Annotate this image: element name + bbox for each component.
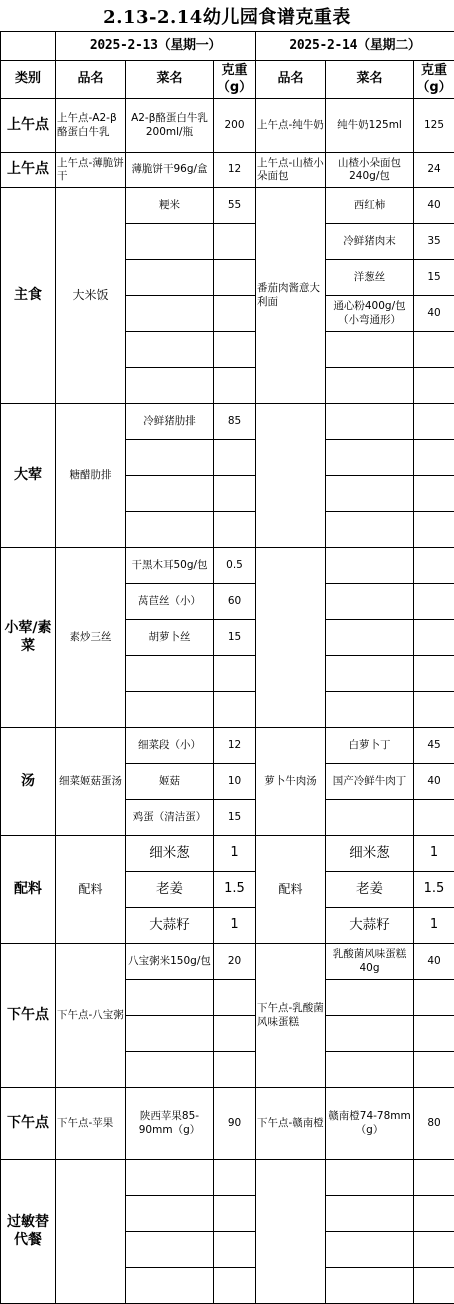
weight-cell xyxy=(214,1052,256,1088)
dish-cell xyxy=(256,1160,326,1304)
weight-cell: 125 xyxy=(414,99,454,153)
weight-cell xyxy=(214,296,256,332)
dish-cell: 下午点-苹果 xyxy=(56,1088,126,1160)
ingredient-cell: 纯牛奶125ml xyxy=(326,99,414,153)
weight-cell xyxy=(414,980,454,1016)
header-weight-day1: 克重（g） xyxy=(214,61,256,99)
ingredient-cell: 八宝粥米150g/包 xyxy=(126,944,214,980)
header-dish-day2: 品名 xyxy=(256,61,326,99)
ingredient-cell: 赣南橙74-78mm（g） xyxy=(326,1088,414,1160)
ingredient-cell: 国产冷鲜牛肉丁 xyxy=(326,764,414,800)
weight-cell: 40 xyxy=(414,944,454,980)
category-cell: 过敏替代餐 xyxy=(1,1160,56,1304)
weight-cell xyxy=(414,1232,454,1268)
dish-cell: 上午点-纯牛奶 xyxy=(256,99,326,153)
weight-cell: 35 xyxy=(414,224,454,260)
weight-cell xyxy=(214,656,256,692)
ingredient-cell: 冷鲜猪肉末 xyxy=(326,224,414,260)
weight-cell: 15 xyxy=(414,260,454,296)
ingredient-cell xyxy=(126,296,214,332)
ingredient-cell xyxy=(126,1160,214,1196)
ingredient-cell xyxy=(126,512,214,548)
dish-cell xyxy=(56,1160,126,1304)
weight-cell xyxy=(414,404,454,440)
weight-cell xyxy=(214,512,256,548)
dish-cell: 番茄肉酱意大利面 xyxy=(256,188,326,404)
ingredient-cell xyxy=(326,1196,414,1232)
dish-cell xyxy=(256,548,326,728)
weight-cell xyxy=(414,656,454,692)
weight-cell: 0.5 xyxy=(214,548,256,584)
weight-cell: 1 xyxy=(214,836,256,872)
table-row xyxy=(1,404,454,440)
table-row xyxy=(1,99,454,153)
weight-cell xyxy=(214,260,256,296)
ingredient-cell xyxy=(326,404,414,440)
ingredient-cell: 细米葱 xyxy=(326,836,414,872)
ingredient-cell: 老姜 xyxy=(126,872,214,908)
ingredient-cell xyxy=(126,1052,214,1088)
header-row xyxy=(1,61,454,99)
dish-cell: 配料 xyxy=(56,836,126,944)
ingredient-cell: 西红柿 xyxy=(326,188,414,224)
header-weight-day2: 克重（g） xyxy=(414,61,454,99)
dish-cell: 糖醋肋排 xyxy=(56,404,126,548)
ingredient-cell xyxy=(326,1268,414,1304)
ingredient-cell: 通心粉400g/包（小弯通形） xyxy=(326,296,414,332)
ingredient-cell: 薄脆饼干96g/盒 xyxy=(126,153,214,188)
category-cell: 上午点 xyxy=(1,99,56,153)
dish-cell: 素炒三丝 xyxy=(56,548,126,728)
table-row xyxy=(1,728,454,764)
dish-cell: 上午点-A2-β酪蛋白牛乳 xyxy=(56,99,126,153)
recipe-table xyxy=(0,31,454,1304)
ingredient-cell: 细米葱 xyxy=(126,836,214,872)
ingredient-cell xyxy=(326,620,414,656)
weight-cell: 1 xyxy=(414,908,454,944)
weight-cell xyxy=(214,1160,256,1196)
category-cell: 上午点 xyxy=(1,153,56,188)
ingredient-cell: 莴苣丝（小） xyxy=(126,584,214,620)
table-row xyxy=(1,548,454,584)
table-row xyxy=(1,944,454,980)
dish-cell: 上午点-薄脆饼干 xyxy=(56,153,126,188)
ingredient-cell xyxy=(326,440,414,476)
weight-cell xyxy=(414,692,454,728)
weight-cell xyxy=(414,476,454,512)
weight-cell xyxy=(414,1160,454,1196)
weight-cell xyxy=(414,1016,454,1052)
header-category: 类别 xyxy=(1,61,56,99)
weight-cell: 12 xyxy=(214,728,256,764)
weight-cell: 12 xyxy=(214,153,256,188)
ingredient-cell xyxy=(326,332,414,368)
ingredient-cell: 大蒜籽 xyxy=(126,908,214,944)
ingredient-cell: 干黑木耳50g/包 xyxy=(126,548,214,584)
weight-cell xyxy=(214,1268,256,1304)
category-cell: 下午点 xyxy=(1,944,56,1088)
weight-cell: 15 xyxy=(214,620,256,656)
ingredient-cell xyxy=(326,1052,414,1088)
day1-date: 2025-2-13（星期一） xyxy=(56,32,256,61)
dish-cell: 下午点-赣南橙 xyxy=(256,1088,326,1160)
weight-cell: 15 xyxy=(214,800,256,836)
weight-cell: 40 xyxy=(414,764,454,800)
table-row xyxy=(1,1160,454,1196)
table-row xyxy=(1,836,454,872)
weight-cell: 24 xyxy=(414,153,454,188)
weight-cell: 20 xyxy=(214,944,256,980)
dish-cell: 配料 xyxy=(256,836,326,944)
weight-cell xyxy=(414,548,454,584)
weight-cell xyxy=(414,1052,454,1088)
table-row xyxy=(1,153,454,188)
weight-cell xyxy=(414,332,454,368)
ingredient-cell xyxy=(126,1196,214,1232)
header-ingredient-day1: 菜名 xyxy=(126,61,214,99)
dish-cell: 下午点-八宝粥 xyxy=(56,944,126,1088)
ingredient-cell xyxy=(326,656,414,692)
ingredient-cell xyxy=(326,1232,414,1268)
ingredient-cell xyxy=(126,1268,214,1304)
category-cell: 下午点 xyxy=(1,1088,56,1160)
category-cell: 配料 xyxy=(1,836,56,944)
ingredient-cell xyxy=(326,368,414,404)
weight-cell: 1.5 xyxy=(214,872,256,908)
ingredient-cell: 老姜 xyxy=(326,872,414,908)
header-ingredient-day2: 菜名 xyxy=(326,61,414,99)
weight-cell xyxy=(214,332,256,368)
weight-cell: 1.5 xyxy=(414,872,454,908)
weight-cell: 1 xyxy=(414,836,454,872)
ingredient-cell xyxy=(126,224,214,260)
weight-cell xyxy=(414,1196,454,1232)
ingredient-cell xyxy=(326,512,414,548)
dish-cell: 上午点-山楂小朵面包 xyxy=(256,153,326,188)
date-row xyxy=(1,32,454,61)
ingredient-cell xyxy=(126,332,214,368)
dish-cell: 萝卜牛肉汤 xyxy=(256,728,326,836)
weight-cell xyxy=(214,440,256,476)
weight-cell xyxy=(214,1196,256,1232)
weight-cell xyxy=(214,1232,256,1268)
ingredient-cell: 粳米 xyxy=(126,188,214,224)
ingredient-cell: 鸡蛋（清洁蛋） xyxy=(126,800,214,836)
weight-cell xyxy=(214,980,256,1016)
weight-cell xyxy=(214,224,256,260)
weight-cell: 90 xyxy=(214,1088,256,1160)
weight-cell xyxy=(214,476,256,512)
ingredient-cell xyxy=(326,1016,414,1052)
dish-cell: 下午点-乳酸菌风味蛋糕 xyxy=(256,944,326,1088)
weight-cell xyxy=(414,800,454,836)
weight-cell: 1 xyxy=(214,908,256,944)
ingredient-cell: 山楂小朵面包240g/包 xyxy=(326,153,414,188)
weight-cell xyxy=(414,440,454,476)
ingredient-cell xyxy=(126,1016,214,1052)
page-title: 2.13-2.14幼儿园食谱克重表 xyxy=(103,6,351,28)
weight-cell: 80 xyxy=(414,1088,454,1160)
ingredient-cell xyxy=(126,260,214,296)
weight-cell xyxy=(214,1016,256,1052)
ingredient-cell: 白萝卜丁 xyxy=(326,728,414,764)
weight-cell: 40 xyxy=(414,188,454,224)
weight-cell: 200 xyxy=(214,99,256,153)
ingredient-cell: 冷鲜猪肋排 xyxy=(126,404,214,440)
weight-cell: 40 xyxy=(414,296,454,332)
category-cell: 汤 xyxy=(1,728,56,836)
category-cell: 大荤 xyxy=(1,404,56,548)
ingredient-cell xyxy=(126,980,214,1016)
ingredient-cell xyxy=(326,476,414,512)
weight-cell xyxy=(414,584,454,620)
ingredient-cell xyxy=(126,440,214,476)
ingredient-cell xyxy=(126,476,214,512)
dish-cell xyxy=(256,404,326,548)
ingredient-cell xyxy=(126,1232,214,1268)
ingredient-cell: 细菜段（小） xyxy=(126,728,214,764)
weight-cell xyxy=(414,620,454,656)
ingredient-cell xyxy=(326,584,414,620)
ingredient-cell xyxy=(126,368,214,404)
dish-cell: 大米饭 xyxy=(56,188,126,404)
weight-cell xyxy=(414,512,454,548)
header-dish-day1: 品名 xyxy=(56,61,126,99)
ingredient-cell: A2-β酪蛋白牛乳200ml/瓶 xyxy=(126,99,214,153)
table-row xyxy=(1,1088,454,1160)
ingredient-cell: 大蒜籽 xyxy=(326,908,414,944)
ingredient-cell xyxy=(326,800,414,836)
ingredient-cell: 胡萝卜丝 xyxy=(126,620,214,656)
weight-cell xyxy=(214,368,256,404)
ingredient-cell xyxy=(326,1160,414,1196)
ingredient-cell xyxy=(326,980,414,1016)
ingredient-cell xyxy=(126,656,214,692)
weight-cell xyxy=(214,692,256,728)
ingredient-cell: 洋葱丝 xyxy=(326,260,414,296)
dish-cell: 细菜姬菇蛋汤 xyxy=(56,728,126,836)
ingredient-cell: 陕西苹果85-90mm（g） xyxy=(126,1088,214,1160)
weight-cell: 45 xyxy=(414,728,454,764)
category-cell: 主食 xyxy=(1,188,56,404)
day2-date: 2025-2-14（星期二） xyxy=(256,32,454,61)
weight-cell xyxy=(414,1268,454,1304)
table-row xyxy=(1,188,454,224)
corner-cell xyxy=(1,32,56,61)
weight-cell: 55 xyxy=(214,188,256,224)
ingredient-cell xyxy=(126,692,214,728)
weight-cell xyxy=(414,368,454,404)
category-cell: 小荤/素菜 xyxy=(1,548,56,728)
ingredient-cell: 乳酸菌风味蛋糕40g xyxy=(326,944,414,980)
weight-cell: 85 xyxy=(214,404,256,440)
ingredient-cell xyxy=(326,548,414,584)
weight-cell: 10 xyxy=(214,764,256,800)
ingredient-cell xyxy=(326,692,414,728)
weight-cell: 60 xyxy=(214,584,256,620)
ingredient-cell: 姬菇 xyxy=(126,764,214,800)
